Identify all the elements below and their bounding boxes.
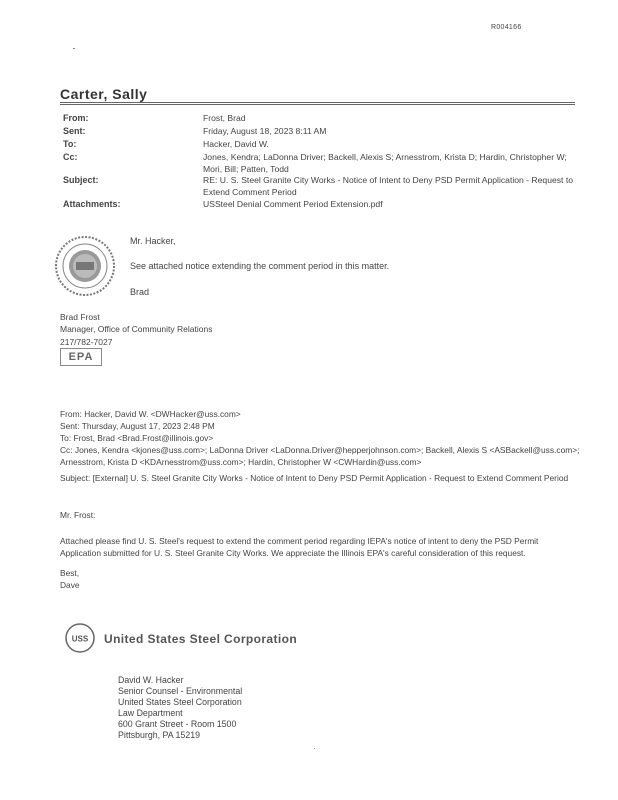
to-label: To: — [63, 139, 77, 149]
attachment-link[interactable]: USSteel Denial Comment Period Extension.pdf — [203, 199, 383, 209]
subject-label: Subject: — [63, 175, 99, 185]
document-id: R004166 — [491, 24, 522, 31]
mailbox-owner: Carter, Sally — [60, 86, 148, 102]
from-value: Frost, Brad — [203, 113, 246, 123]
scan-speck — [73, 48, 75, 49]
from-label: From: — [63, 113, 89, 123]
sender-name: Brad Frost — [60, 312, 100, 322]
us-steel-logo-icon — [64, 622, 96, 654]
sig-line-3: United States Steel Corporation — [118, 697, 242, 707]
cc-label: Cc: — [63, 152, 78, 162]
fwd-to: To: Frost, Brad <Brad.Frost@illinois.gov> — [60, 433, 214, 443]
cc-value: Jones, Kendra; LaDonna Driver; Backell, Alexis S; Arnesstrom, Krista D; Hardin, Christopher W; Mori, Bill; Patten, Todd — [203, 152, 567, 174]
header-rule — [60, 102, 575, 105]
epa-logo: EPA — [60, 348, 102, 366]
reply-greeting: Mr. Hacker, — [130, 236, 176, 246]
scan-speck — [314, 748, 315, 749]
fwd-subject: Subject: [External] U. S. Steel Granite City Works - Notice of Intent to Deny PSD Permit Application - Request to Extend Comment Period — [60, 473, 569, 483]
subject-value: RE: U. S. Steel Granite City Works - Notice of Intent to Deny PSD Permit Application - Request to Extend Comment Period — [203, 175, 573, 197]
fwd-body: Attached please find U. S. Steel's request to extend the comment period regarding IEPA's notice of intent to deny the PSD Permit Application submitted for U. S. Steel Granite City Works. We appreciate the Illinois EPA's careful consideration of this request. — [60, 536, 539, 558]
fwd-closing: Best, — [60, 568, 80, 578]
fwd-cc: Cc: Jones, Kendra <kjones@uss.com>; LaDonna Driver <LaDonna.Driver@hepperjohnson.com>; Backell, Alexis S <ASBackell@uss.com>; Arnesstrom, Krista D <KDArnesstrom@uss.com>; Hardin, Christopher W <CWHardin@uss.com> — [60, 445, 580, 467]
attachments-label: Attachments: — [63, 199, 121, 209]
sender-title: Manager, Office of Community Relations — [60, 324, 213, 334]
fwd-closing-name: Dave — [60, 580, 80, 590]
sig-line-4: Law Department — [118, 708, 183, 718]
us-steel-logo-text: USS — [71, 634, 89, 644]
fwd-greeting: Mr. Frost: — [60, 510, 96, 520]
sender-phone: 217/782-7027 — [60, 337, 113, 347]
sig-line-5: 600 Grant Street - Room 1500 — [118, 719, 237, 729]
to-value: Hacker, David W. — [203, 139, 269, 149]
sent-label: Sent: — [63, 126, 86, 136]
sig-line-6: Pittsburgh, PA 15219 — [118, 730, 200, 740]
illinois-seal-icon — [54, 235, 116, 297]
reply-body: See attached notice extending the comment period in this matter. — [130, 261, 390, 271]
sig-line-2: Senior Counsel - Environmental — [118, 686, 243, 696]
sent-value: Friday, August 18, 2023 8:11 AM — [203, 126, 327, 136]
company-name: United States Steel Corporation — [104, 632, 298, 646]
sig-line-1: David W. Hacker — [118, 675, 184, 685]
fwd-from: From: Hacker, David W. <DWHacker@uss.com> — [60, 409, 241, 419]
fwd-sent: Sent: Thursday, August 17, 2023 2:48 PM — [60, 421, 215, 431]
reply-signoff: Brad — [130, 287, 150, 297]
